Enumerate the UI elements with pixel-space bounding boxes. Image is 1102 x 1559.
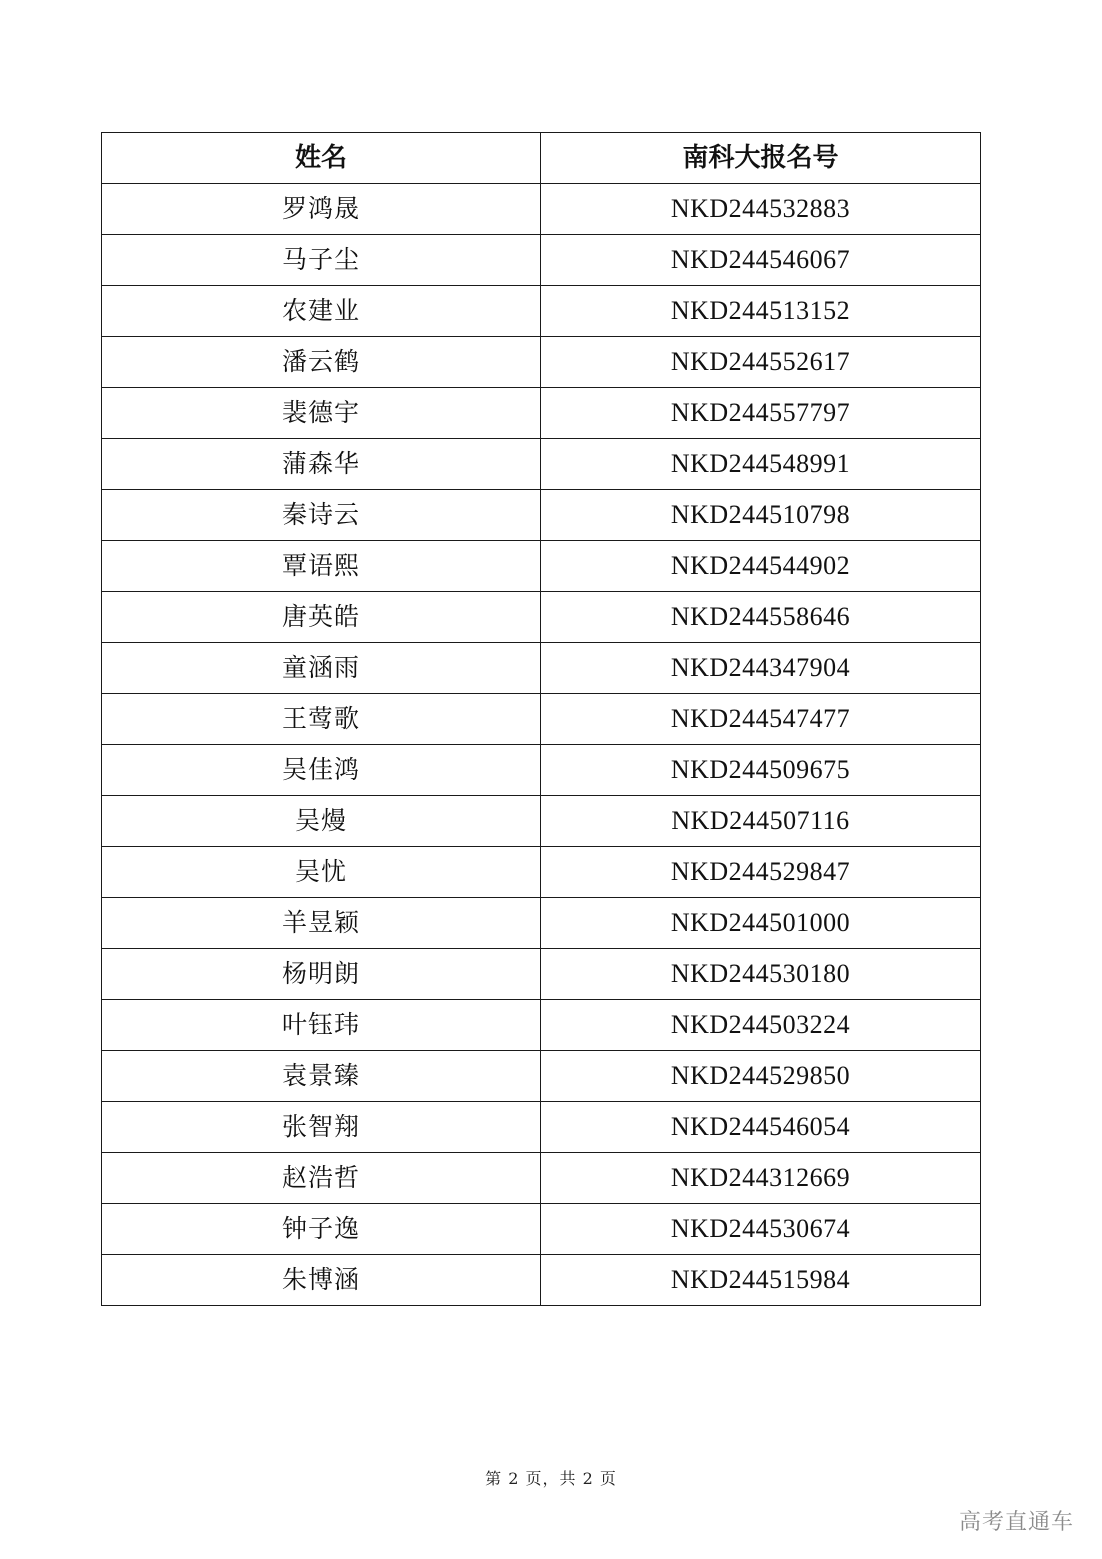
watermark-text: 高考直通车	[958, 1510, 1074, 1535]
table-row	[102, 1204, 981, 1255]
registration-number-cell: NKD244510798	[541, 490, 981, 541]
registration-number-cell: NKD244547477	[541, 694, 981, 745]
registration-number-cell: NKD244507116	[541, 796, 981, 847]
student-name-cell: 童涵雨	[102, 643, 541, 694]
table-row	[102, 1153, 981, 1204]
table-row	[102, 949, 981, 1000]
table-row	[102, 592, 981, 643]
registration-number-cell: NKD244501000	[541, 898, 981, 949]
registration-number-cell: NKD244532883	[541, 184, 981, 235]
column-header-registration-number: 南科大报名号	[541, 133, 981, 184]
registration-number-cell: NKD244509675	[541, 745, 981, 796]
table-row	[102, 694, 981, 745]
registration-number-cell: NKD244557797	[541, 388, 981, 439]
registration-number-cell: NKD244530674	[541, 1204, 981, 1255]
registration-number-cell: NKD244515984	[541, 1255, 981, 1306]
student-name-cell: 马子尘	[102, 235, 541, 286]
table-row	[102, 541, 981, 592]
registration-number-cell: NKD244513152	[541, 286, 981, 337]
table-row	[102, 1102, 981, 1153]
page-number-footer: 第 2 页，共 2 页	[485, 1469, 617, 1488]
student-name-cell: 覃语熙	[102, 541, 541, 592]
table-row	[102, 643, 981, 694]
registration-number-cell: NKD244544902	[541, 541, 981, 592]
table-header-row	[102, 133, 981, 184]
student-name-cell: 羊昱颖	[102, 898, 541, 949]
student-name-cell: 袁景臻	[102, 1051, 541, 1102]
registration-number-cell: NKD244530180	[541, 949, 981, 1000]
table-row	[102, 847, 981, 898]
registration-number-cell: NKD244529850	[541, 1051, 981, 1102]
student-name-cell: 赵浩哲	[102, 1153, 541, 1204]
registration-number-cell: NKD244546054	[541, 1102, 981, 1153]
table-row	[102, 337, 981, 388]
registration-number-cell: NKD244503224	[541, 1000, 981, 1051]
student-name-cell: 秦诗云	[102, 490, 541, 541]
student-name-cell: 杨明朗	[102, 949, 541, 1000]
table-row	[102, 388, 981, 439]
registration-number-cell: NKD244529847	[541, 847, 981, 898]
student-name-cell: 吴忧	[102, 847, 541, 898]
table-row	[102, 439, 981, 490]
column-header-name: 姓名	[102, 133, 541, 184]
student-name-cell: 裴德宇	[102, 388, 541, 439]
table-row	[102, 898, 981, 949]
student-name-cell: 唐英皓	[102, 592, 541, 643]
table-row	[102, 184, 981, 235]
registration-number-cell: NKD244347904	[541, 643, 981, 694]
table-row	[102, 286, 981, 337]
student-name-cell: 吴熳	[102, 796, 541, 847]
student-name-cell: 罗鸿晟	[102, 184, 541, 235]
student-name-cell: 蒲森华	[102, 439, 541, 490]
student-name-cell: 潘云鹤	[102, 337, 541, 388]
table-row	[102, 235, 981, 286]
registration-number-cell: NKD244548991	[541, 439, 981, 490]
table-row	[102, 745, 981, 796]
registration-number-cell: NKD244558646	[541, 592, 981, 643]
table-row	[102, 1255, 981, 1306]
student-name-cell: 张智翔	[102, 1102, 541, 1153]
table-row	[102, 1051, 981, 1102]
table-row	[102, 1000, 981, 1051]
student-name-cell: 吴佳鸿	[102, 745, 541, 796]
registration-number-cell: NKD244552617	[541, 337, 981, 388]
table-body	[102, 184, 981, 1306]
student-name-cell: 朱博涵	[102, 1255, 541, 1306]
table-row	[102, 490, 981, 541]
table-row	[102, 796, 981, 847]
roster-table	[101, 132, 981, 1306]
student-name-cell: 王莺歌	[102, 694, 541, 745]
student-name-cell: 钟子逸	[102, 1204, 541, 1255]
registration-number-cell: NKD244546067	[541, 235, 981, 286]
registration-number-cell: NKD244312669	[541, 1153, 981, 1204]
student-name-cell: 叶钰玮	[102, 1000, 541, 1051]
student-name-cell: 农建业	[102, 286, 541, 337]
